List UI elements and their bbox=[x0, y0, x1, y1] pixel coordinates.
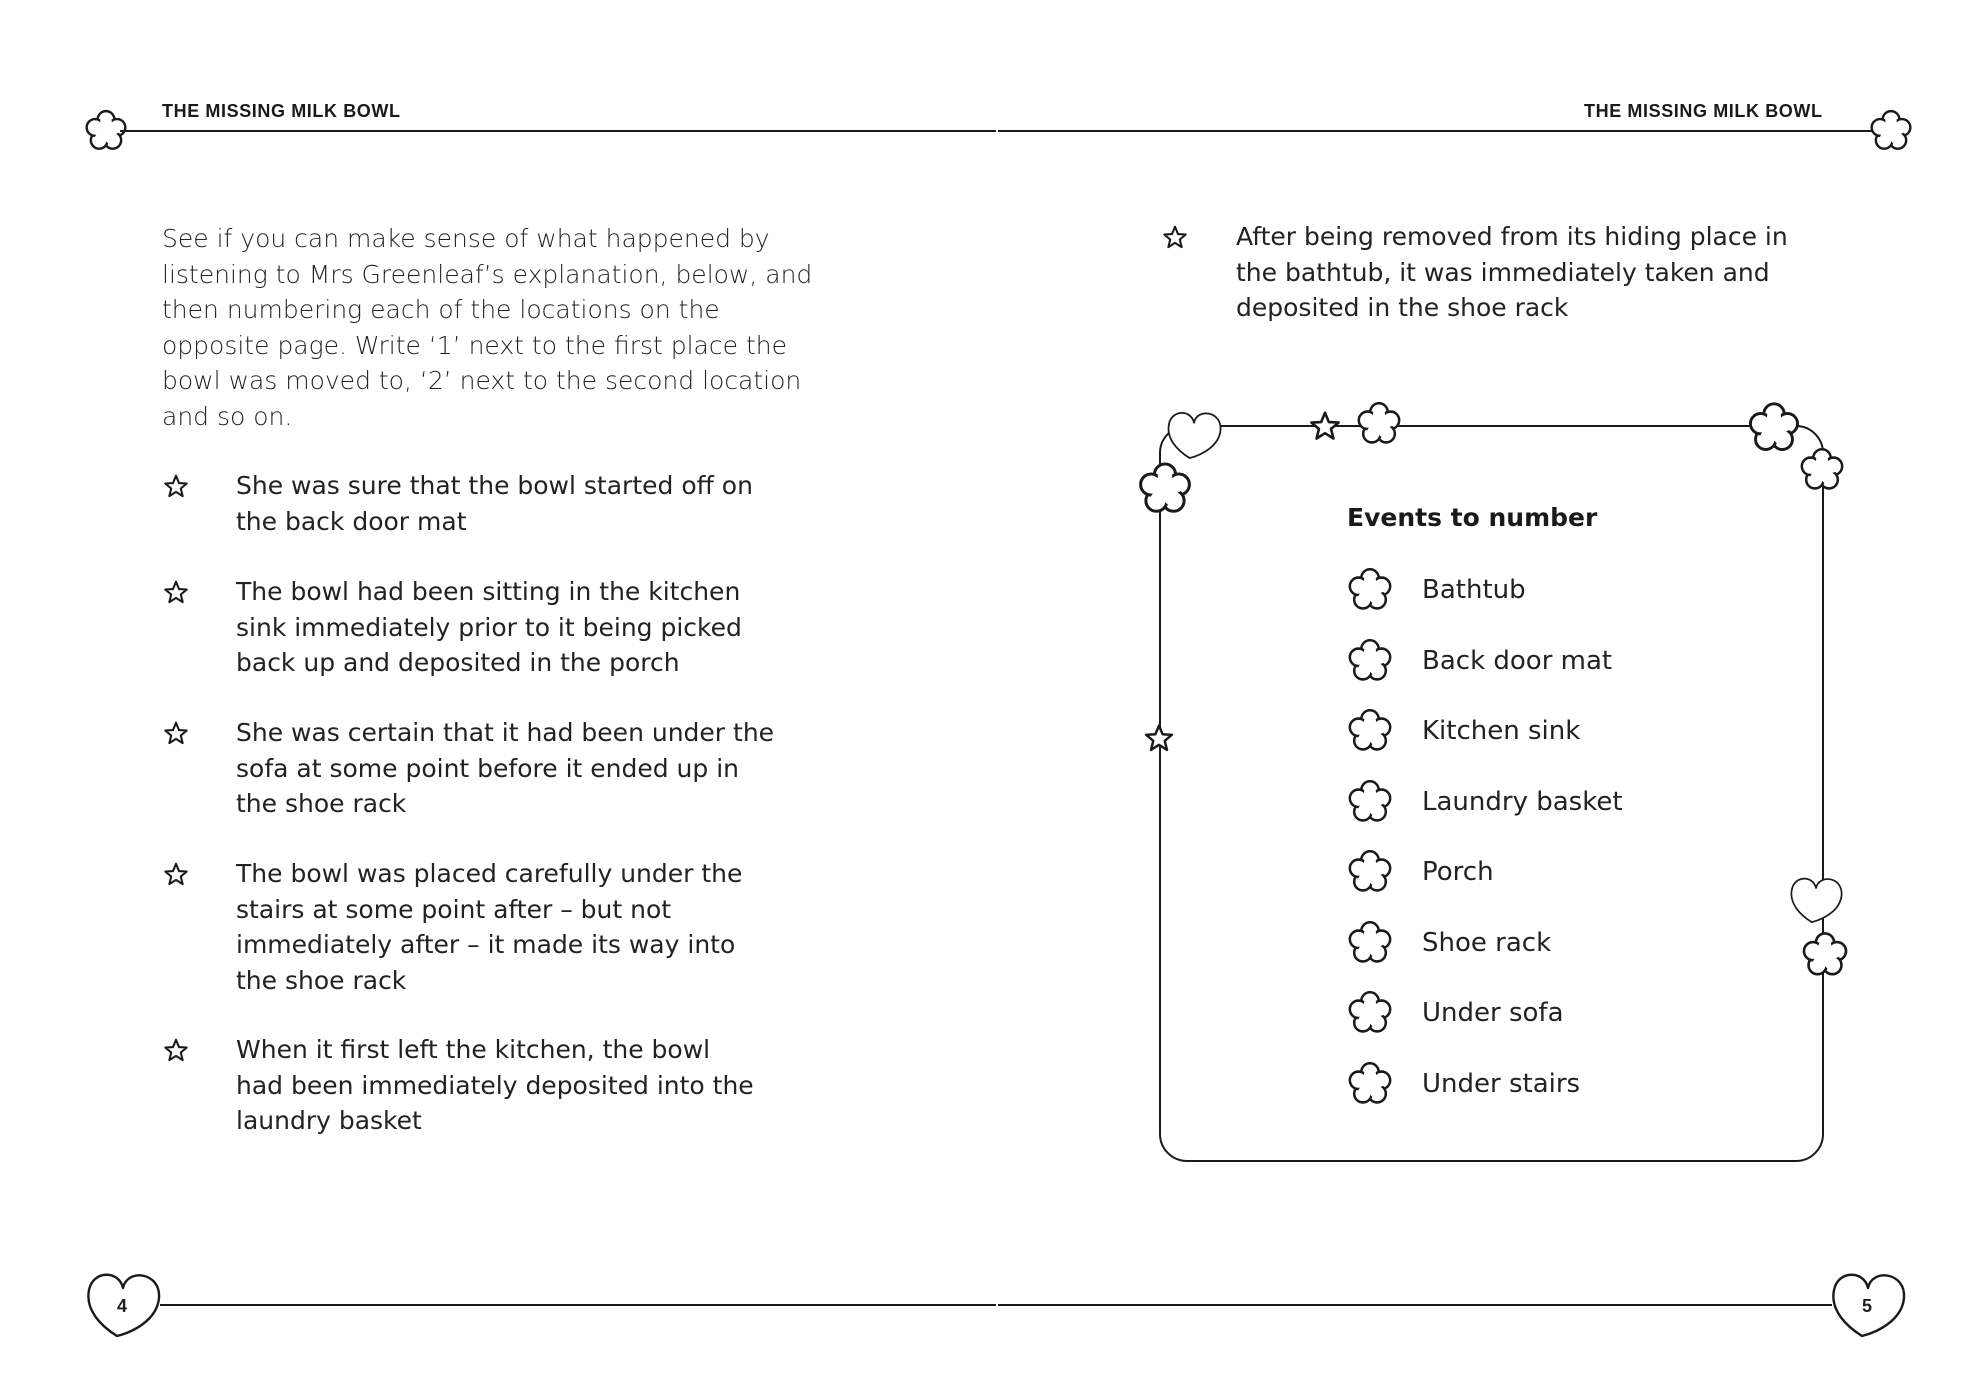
flower-icon bbox=[1346, 848, 1394, 896]
event-label: Back door mat bbox=[1422, 646, 1613, 676]
star-icon bbox=[161, 1036, 191, 1066]
star-icon bbox=[1306, 408, 1344, 446]
list-item bbox=[1346, 777, 1623, 827]
event-label: Kitchen sink bbox=[1422, 716, 1581, 746]
flower-icon bbox=[1746, 400, 1802, 456]
page-number-left: 4 bbox=[117, 1296, 128, 1316]
flower-icon bbox=[1346, 778, 1394, 826]
header-title-right: THE MISSING MILK BOWL bbox=[1584, 101, 1823, 121]
event-label: Under stairs bbox=[1422, 1069, 1581, 1099]
flower-icon bbox=[1346, 919, 1394, 967]
list-item bbox=[1346, 1059, 1580, 1109]
list-item bbox=[1346, 636, 1612, 686]
star-icon bbox=[1141, 721, 1177, 757]
list-item bbox=[1346, 706, 1580, 756]
list-item bbox=[1346, 847, 1494, 897]
event-label: Shoe rack bbox=[1422, 928, 1552, 958]
heart-icon bbox=[1786, 871, 1846, 925]
star-icon bbox=[161, 472, 191, 502]
clue-6: After being removed from its hiding place in the bathtub, it was immediately taken and deposited in the shoe rack bbox=[1236, 222, 1788, 322]
star-icon bbox=[161, 719, 191, 749]
header-title-left: THE MISSING MILK BOWL bbox=[162, 101, 401, 121]
flower-icon bbox=[1800, 930, 1850, 980]
clue-2: The bowl had been sitting in the kitchen sink immediately prior to it being picked back up and deposited in the porch bbox=[236, 577, 742, 677]
footer-rule-right bbox=[998, 1304, 1832, 1306]
flower-icon bbox=[1355, 400, 1403, 448]
footer-rule-left bbox=[160, 1304, 996, 1306]
intro-paragraph: See if you can make sense of what happened by listening to Mrs Greenleaf’s explanation, below, and then numbering each of the locations on the opposite page. Write ‘1’ next to the first place the bowl was moved to, ‘2’ next to the second location and so on. bbox=[162, 224, 813, 431]
flower-icon bbox=[1798, 446, 1846, 494]
events-title: Events to number bbox=[1347, 503, 1598, 532]
flower-icon bbox=[1346, 707, 1394, 755]
star-icon bbox=[161, 860, 191, 890]
clue-4: The bowl was placed carefully under the stairs at some point after – but not immediately after – it made its way into the shoe rack bbox=[236, 859, 743, 995]
flower-icon bbox=[1346, 989, 1394, 1037]
heart-icon bbox=[1163, 405, 1225, 461]
clue-1: She was sure that the bowl started off on the back door mat bbox=[236, 471, 753, 536]
header-rule-left bbox=[120, 130, 996, 132]
event-label: Bathtub bbox=[1422, 575, 1526, 605]
flower-icon bbox=[1868, 108, 1914, 154]
clue-3: She was certain that it had been under the sofa at some point before it ended up in the shoe rack bbox=[236, 718, 775, 818]
page-number-right: 5 bbox=[1862, 1296, 1873, 1316]
header-rule-right bbox=[998, 130, 1878, 132]
list-item bbox=[1346, 918, 1551, 968]
event-label: Laundry basket bbox=[1422, 787, 1623, 817]
clue-5: When it first left the kitchen, the bowl had been immediately deposited into the laundry basket bbox=[236, 1035, 754, 1135]
list-item bbox=[1346, 988, 1564, 1038]
star-icon bbox=[1160, 223, 1190, 253]
event-label: Under sofa bbox=[1422, 998, 1564, 1028]
list-item bbox=[1346, 565, 1526, 615]
flower-icon bbox=[1136, 460, 1194, 518]
flower-icon bbox=[1346, 1060, 1394, 1108]
event-label: Porch bbox=[1422, 857, 1494, 887]
flower-icon bbox=[1346, 566, 1394, 614]
star-icon bbox=[161, 578, 191, 608]
flower-icon bbox=[1346, 637, 1394, 685]
